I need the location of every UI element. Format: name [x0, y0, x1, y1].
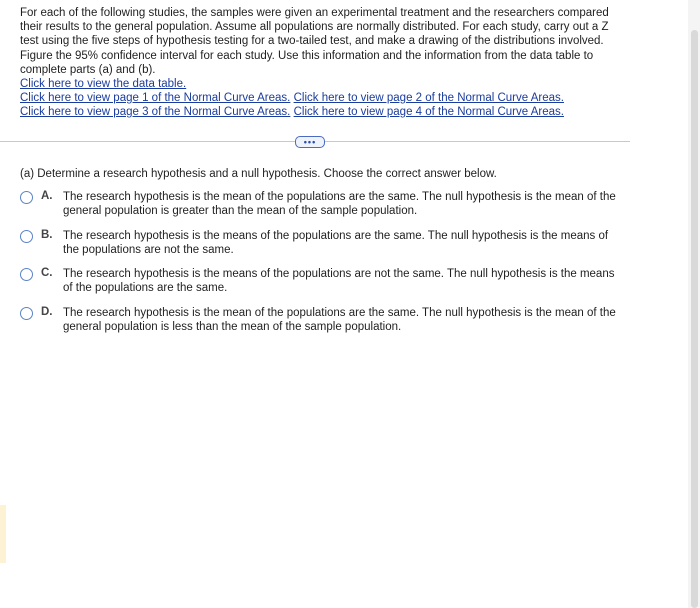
radio-button-icon[interactable]: [20, 191, 33, 204]
problem-intro: For each of the following studies, the samples were given an experimental treatment and the researchers compared their results to the general population. Assume all populations are normally distributed. For each study, carry out a Z test using the five steps of hypothesis testing for a two-tailed test, and make a drawing of the distributions involved. Figure the 95% confidence interval for each study. Use this information and the information from the data table to complete parts (a) and (b).: [20, 7, 609, 76]
question-prompt: (a) Determine a research hypothesis and a null hypothesis. Choose the correct answer below.: [20, 168, 497, 180]
option-b[interactable]: [20, 229, 620, 258]
option-d[interactable]: [20, 306, 620, 335]
normal-curve-page1-link[interactable]: Click here to view page 1 of the Normal Curve Areas.: [20, 92, 291, 105]
resource-links: [20, 77, 620, 119]
option-text: The research hypothesis is the means of the populations are the same. The null hypothesis is the means of the populations are not the same.: [63, 229, 609, 256]
option-letter: B.: [41, 228, 53, 241]
option-text: The research hypothesis is the mean of the populations are the same. The null hypothesis is the mean of the general population is less than the mean of the sample population.: [63, 306, 616, 334]
scrollbar-track[interactable]: [688, 0, 700, 608]
normal-curve-page3-link[interactable]: Click here to view page 3 of the Normal Curve Areas.: [20, 106, 291, 119]
expand-more-button[interactable]: [295, 136, 325, 148]
option-text: The research hypothesis is the mean of the populations are the same. The null hypothesis is the mean of the general population is greater than the mean of the sample population.: [63, 191, 616, 218]
radio-button-icon[interactable]: [20, 230, 33, 243]
problem-content: [20, 6, 620, 119]
option-a[interactable]: [20, 190, 620, 219]
option-text: The research hypothesis is the means of the populations are not the same. The null hypothesis is the means of the populations are the same.: [63, 268, 615, 295]
option-letter: D.: [41, 305, 53, 318]
radio-button-icon[interactable]: [20, 307, 33, 320]
data-table-link[interactable]: Click here to view the data table.: [20, 78, 187, 91]
normal-curve-page4-link[interactable]: Click here to view page 4 of the Normal Curve Areas.: [293, 106, 564, 119]
radio-button-icon[interactable]: [20, 268, 33, 281]
option-letter: A.: [41, 190, 53, 202]
answer-options: [20, 190, 620, 344]
scrollbar-thumb[interactable]: [691, 30, 698, 608]
normal-curve-page2-link[interactable]: Click here to view page 2 of the Normal Curve Areas.: [293, 92, 564, 105]
left-edge-accent: [0, 505, 6, 563]
option-c[interactable]: [20, 267, 620, 296]
option-letter: C.: [41, 267, 53, 280]
ellipsis-icon: •••: [303, 137, 317, 147]
